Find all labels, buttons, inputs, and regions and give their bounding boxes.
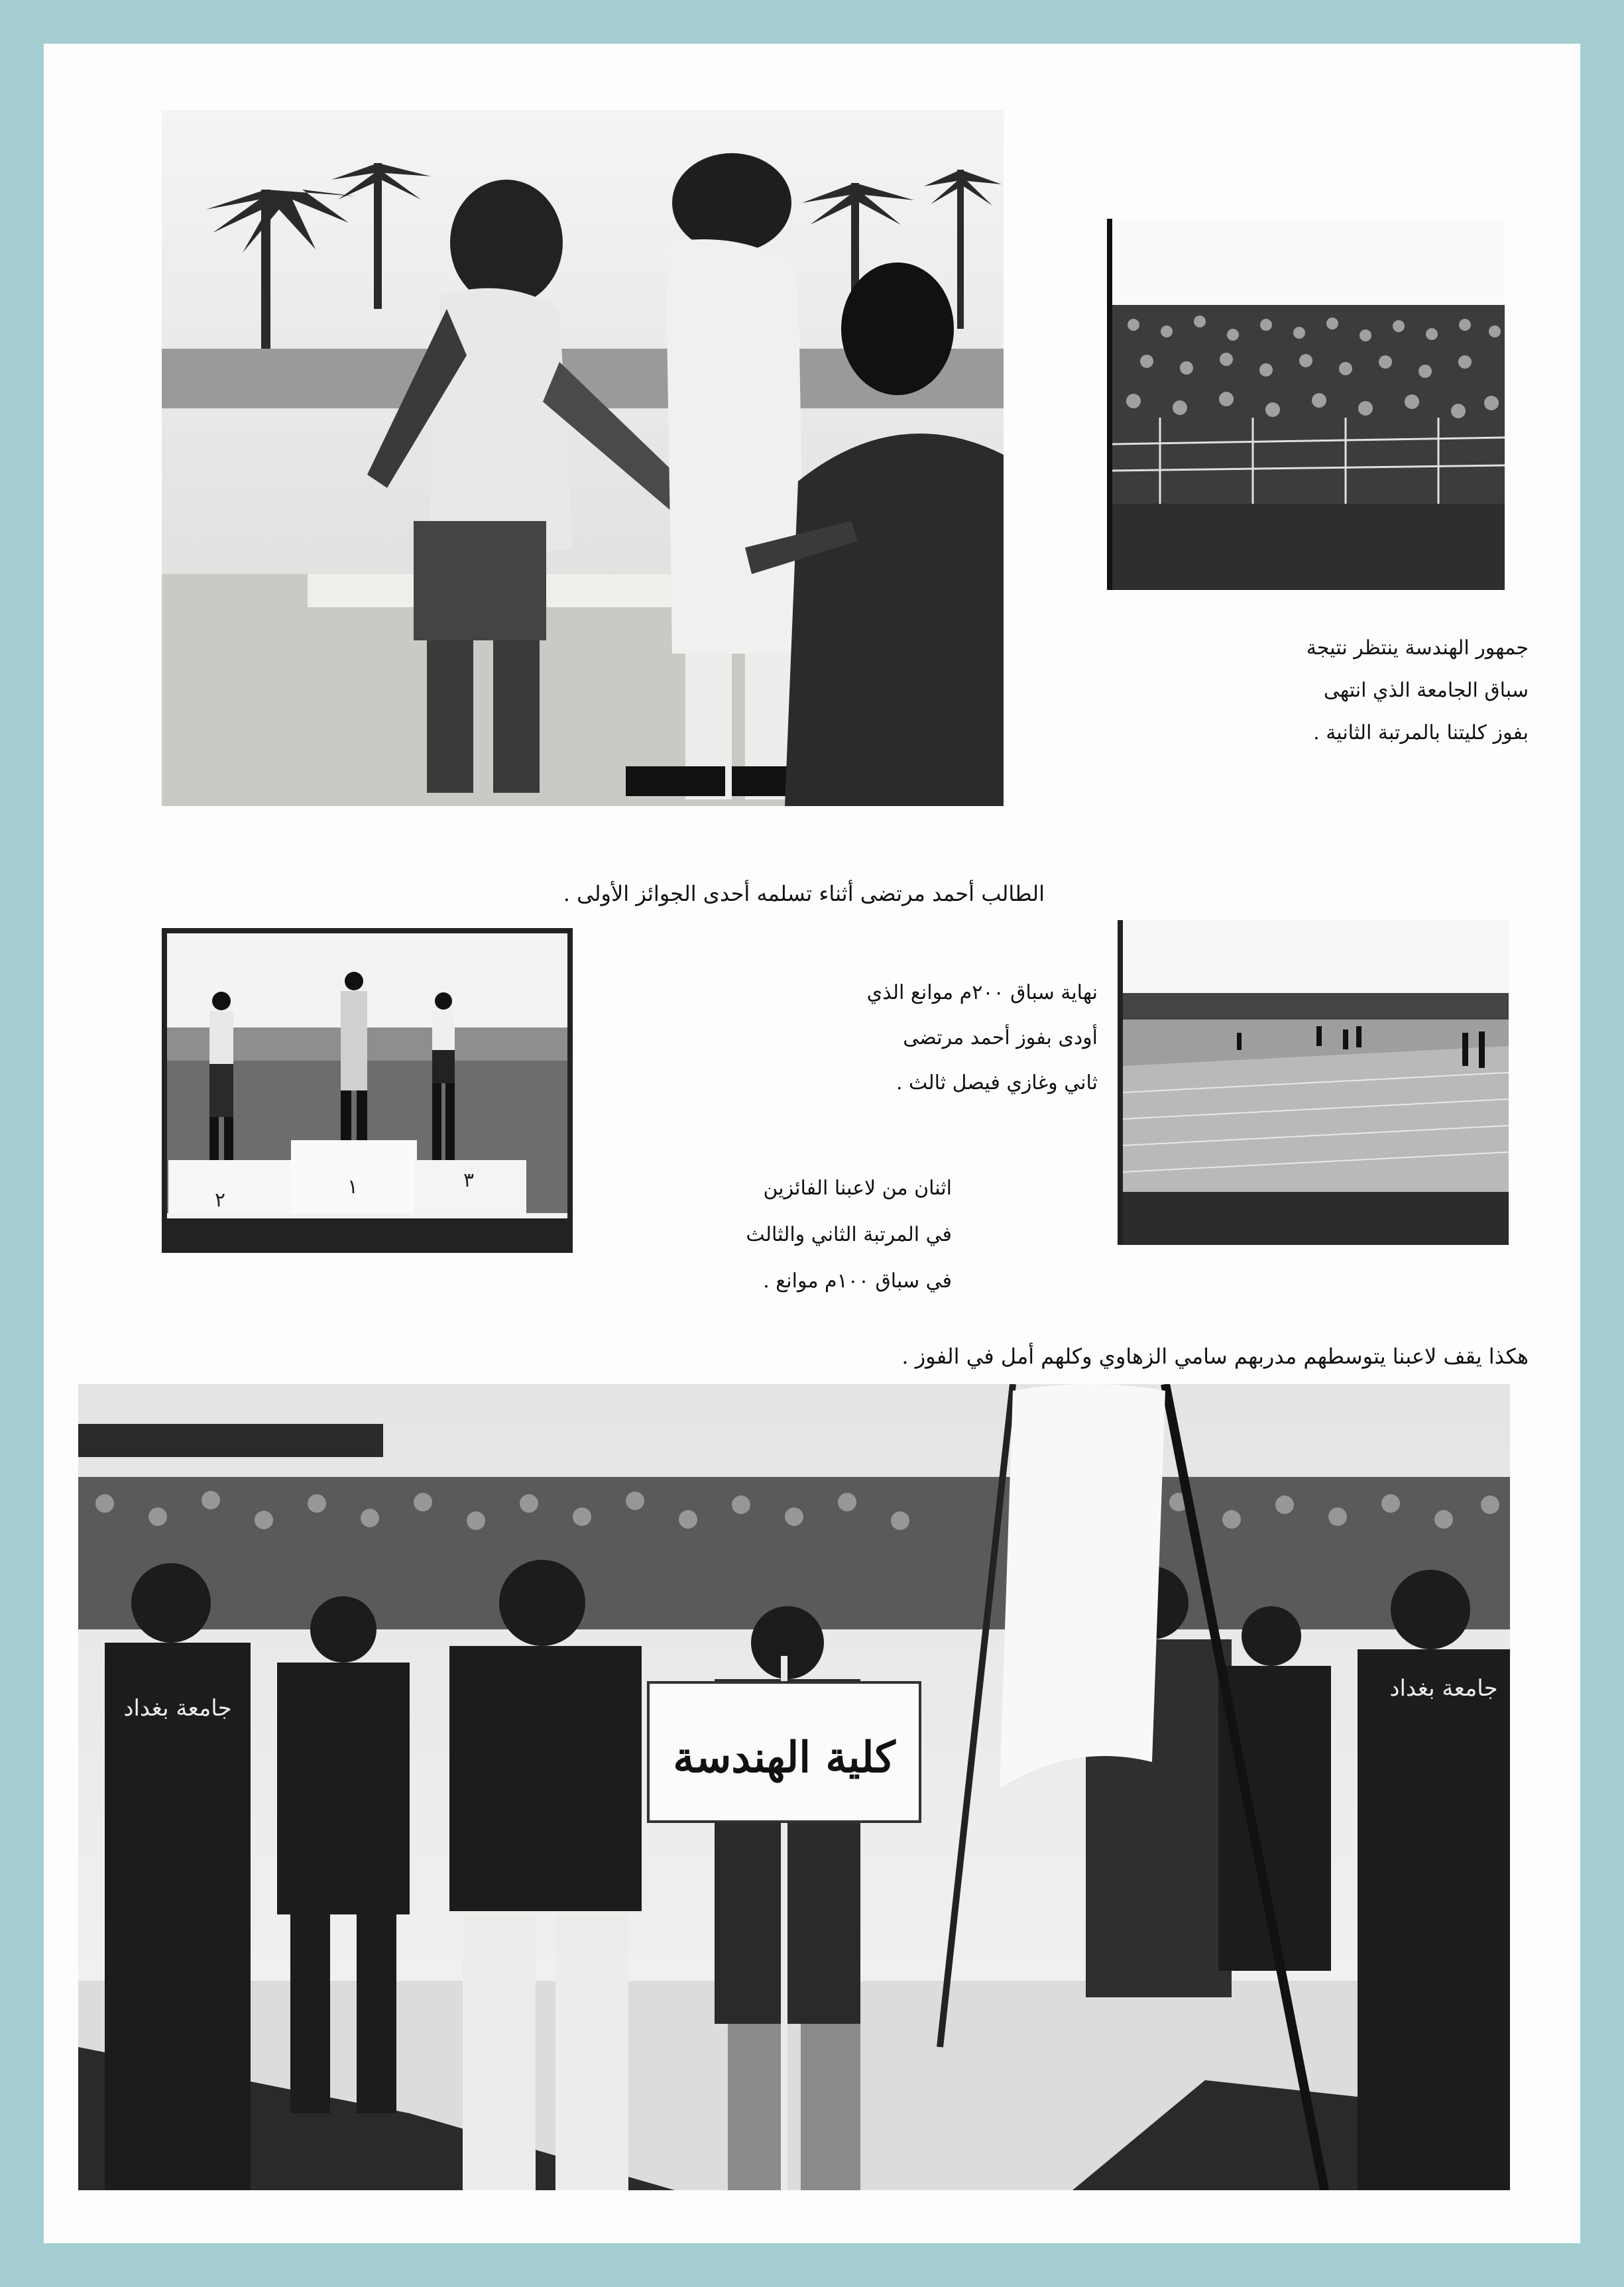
medal-caption [508,874,1045,913]
podium-caption [634,1165,952,1305]
photo-medal-ceremony-icon [162,110,1004,806]
podium-caption-line-3: في سباق ١٠٠م موانع . [763,1269,952,1293]
crowd-caption-line-3: بفوز كليتنا بالمرتبة الثانية . [1313,721,1529,744]
medal-caption-line-1: الطالب أحمد مرتضى أثناء تسلمه أحدى الجوائز الأولى . [563,881,1045,906]
track-caption-line-2: أودى بفوز أحمد مرتضى [903,1026,1098,1049]
sweatshirt-text-left: جامعة بغداد [123,1695,232,1722]
stadium-crowd-photo [1107,219,1505,590]
track-caption-line-3: ثاني وغازي فيصل ثالث . [896,1071,1098,1094]
medal-ceremony-photo [162,110,1004,806]
sweatshirt-text-right: جامعة بغداد [1389,1675,1498,1702]
podium-caption-line-1: اثنان من لاعبنا الفائزين [763,1177,952,1200]
photo-stadium-crowd-icon [1107,219,1505,590]
team-sign-text: كلية الهندسة [673,1733,896,1783]
podium-label-left: ٢ [215,1189,226,1212]
track-caption [819,970,1098,1106]
team-lineup-photo [78,1384,1510,2190]
podium-caption-line-2: في المرتبة الثاني والثالث [746,1223,952,1246]
winners-podium-photo [162,928,573,1253]
crowd-caption-line-2: سباق الجامعة الذي انتهى [1323,679,1529,702]
photo-race-track-icon [1118,920,1509,1245]
race-track-photo [1118,920,1509,1245]
album-page [44,44,1580,2243]
photo-team-lineup-icon [78,1384,1510,2190]
track-caption-line-1: نهاية سباق ٢٠٠م موانع الذي [866,981,1098,1004]
team-caption-line-1: هكذا يقف لاعبنا يتوسطهم مدربهم سامي الزهاوي وكلهم أمل في الفوز . [901,1344,1529,1369]
crowd-caption-line-1: جمهور الهندسة ينتظر نتيجة [1306,636,1529,660]
photo-winners-podium-icon [162,928,573,1253]
crowd-caption [1237,627,1529,754]
podium-label-center: ١ [347,1175,359,1199]
team-caption [773,1336,1529,1376]
podium-label-right: ٣ [463,1169,475,1192]
